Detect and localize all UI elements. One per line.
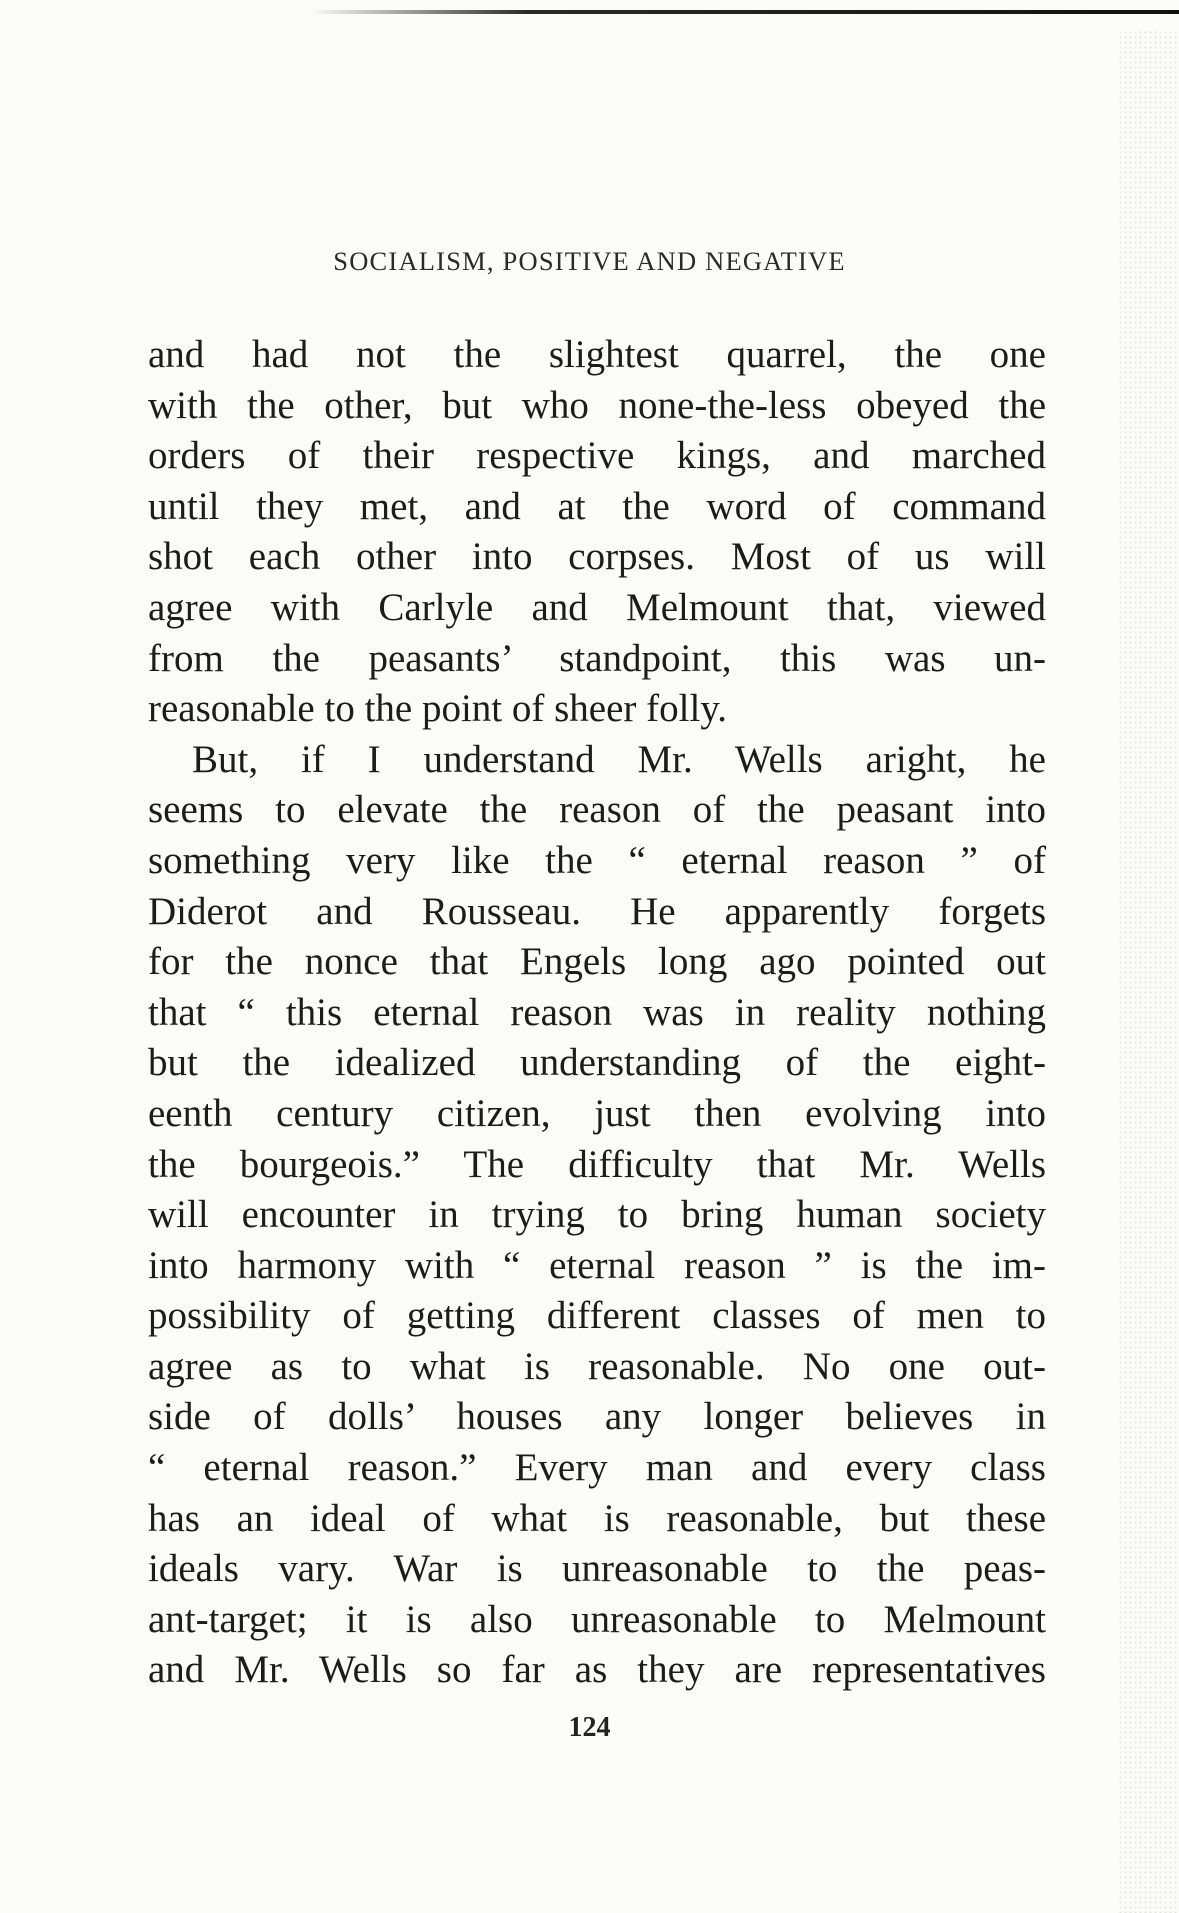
- page-number: 124: [568, 1712, 611, 1743]
- text-line: with the other, but who none-the-less obeyed the: [148, 383, 1046, 427]
- top-edge-rule: [310, 10, 1179, 14]
- text-line: But, if I understand Mr. Wells aright, he: [192, 737, 1046, 781]
- text-line: agree as to what is reasonable. No one out-: [148, 1344, 1046, 1388]
- text-line: that “ this eternal reason was in reality nothing: [148, 990, 1046, 1034]
- text-line: possibility of getting different classes of men to: [148, 1294, 1046, 1338]
- text-line: ideals vary. War is unreasonable to the peas-: [148, 1547, 1046, 1591]
- text-line: side of dolls’ houses any longer believes in: [148, 1395, 1046, 1439]
- text-line: ant-target; it is also unreasonable to Melmount: [148, 1597, 1046, 1641]
- text-line: will encounter in trying to bring human society: [148, 1193, 1046, 1237]
- text-line: Diderot and Rousseau. He apparently forgets: [148, 889, 1046, 933]
- text-line: from the peasants’ standpoint, this was un-: [148, 636, 1046, 680]
- text-line: the bourgeois.” The difficulty that Mr. Wells: [148, 1142, 1046, 1186]
- text-line: for the nonce that Engels long ago pointed out: [148, 940, 1046, 984]
- text-line: shot each other into corpses. Most of us will: [148, 535, 1046, 579]
- page-edge-texture: [1118, 30, 1179, 1913]
- text-line: “ eternal reason.” Every man and every class: [148, 1446, 1046, 1490]
- body-text: [148, 330, 1046, 1696]
- text-line: eenth century citizen, just then evolving into: [148, 1091, 1046, 1135]
- text-line: something very like the “ eternal reason ” of: [148, 838, 1046, 882]
- text-line: into harmony with “ eternal reason ” is the im-: [148, 1243, 1046, 1287]
- text-line: orders of their respective kings, and marched: [148, 434, 1046, 478]
- text-line: and Mr. Wells so far as they are representatives: [148, 1648, 1046, 1692]
- text-line: seems to elevate the reason of the peasant into: [148, 788, 1046, 832]
- text-line: until they met, and at the word of command: [148, 484, 1046, 528]
- running-head: SOCIALISM, POSITIVE AND NEGATIVE: [333, 246, 846, 276]
- text-line: but the idealized understanding of the eight-: [148, 1041, 1046, 1085]
- text-line: has an ideal of what is reasonable, but these: [148, 1496, 1046, 1540]
- text-line: agree with Carlyle and Melmount that, viewed: [148, 585, 1046, 629]
- text-line: and had not the slightest quarrel, the one: [148, 333, 1046, 376]
- text-line: reasonable to the point of sheer folly.: [148, 687, 728, 731]
